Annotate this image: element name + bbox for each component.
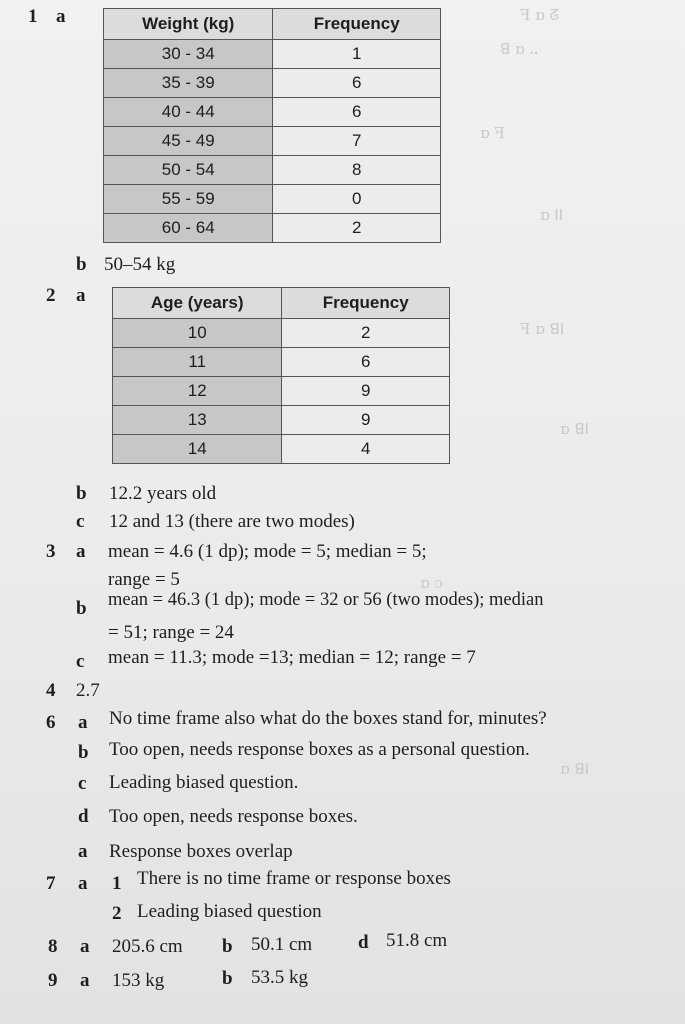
bleed-through-text: ɒ ɔ [420,574,443,592]
table-cell: 35 - 39 [104,69,273,98]
answer-text: There is no time frame or response boxes [137,868,451,889]
weight-frequency-table [103,8,441,243]
part-label: b [76,483,87,504]
part-label: b [222,936,233,957]
answer-text: 50.1 cm [251,934,313,955]
question-number: 6 [46,712,56,733]
bleed-through-text: ꓭ ɒ ꓺ [500,40,539,58]
answer-text: = 51; range = 24 [108,622,234,643]
answer-text: mean = 46.3 (1 dp); mode = 32 or 56 (two modes); median [108,590,544,610]
answer-text: Too open, needs response boxes. [109,806,358,827]
answer-text: 12 and 13 (there are two modes) [109,511,355,532]
table-cell: 60 - 64 [104,214,273,243]
bleed-through-text: ɒ ꓲꓲ [540,206,564,224]
part-label: d [78,806,89,827]
part-label: a [78,712,88,733]
table-cell: 2 [282,319,450,348]
part-label: a [78,841,88,862]
question-number: 8 [48,936,58,957]
bleed-through-text: ɒ ꟻ [480,124,505,142]
table-row [104,40,441,69]
answer-text: Response boxes overlap [109,841,293,862]
table-row [104,69,441,98]
table-cell: 50 - 54 [104,156,273,185]
table-cell: 10 [113,319,282,348]
table-cell: 2 [273,214,441,243]
answer-text: 53.5 kg [251,967,308,988]
table-cell: 6 [273,98,441,127]
sub-item-number: 1 [112,873,122,894]
table-row [113,377,450,406]
part-label: c [76,651,85,672]
table-cell: 9 [282,377,450,406]
question-number: 3 [46,541,56,562]
answer-text: 2.7 [76,680,100,701]
answer-text: 50–54 kg [104,254,176,275]
part-label: b [76,598,87,619]
table-header: Frequency [273,9,441,40]
table-row [104,156,441,185]
table-row [113,406,450,435]
table-cell: 55 - 59 [104,185,273,214]
table-row [104,127,441,156]
part-label: d [358,932,369,953]
question-number: 1 [28,6,38,27]
table-row [104,98,441,127]
part-label: c [78,773,87,794]
table-cell: 9 [282,406,450,435]
part-label: c [76,511,85,532]
table-cell: 14 [113,435,282,464]
answer-text: mean = 4.6 (1 dp); mode = 5; median = 5; [108,541,427,562]
part-label: b [78,742,89,763]
bleed-through-text: ꟻ ɒ ᘔ [520,6,560,24]
answer-text: 12.2 years old [109,483,217,504]
question-number: 2 [46,285,56,306]
table-cell: 30 - 34 [104,40,273,69]
answer-text: 51.8 cm [386,930,448,951]
table-cell: 1 [273,40,441,69]
table-cell: 45 - 49 [104,127,273,156]
answer-text: Too open, needs response boxes as a personal question. [109,739,530,760]
table-header: Weight (kg) [104,9,273,40]
part-label: a [80,936,90,957]
question-number: 9 [48,970,58,991]
table-cell: 7 [273,127,441,156]
table-row [113,348,450,377]
bleed-through-text: ꟻ ɒ ꓭꓲ [520,320,565,338]
question-number: 7 [46,873,56,894]
answer-text: 205.6 cm [112,936,183,957]
table-cell: 12 [113,377,282,406]
table-header: Frequency [282,288,450,319]
answer-text: Leading biased question. [109,772,299,793]
part-label: b [222,968,233,989]
table-row [104,185,441,214]
table-row [104,214,441,243]
table-header-row [104,9,441,40]
table-cell: 8 [273,156,441,185]
table-cell: 13 [113,406,282,435]
answer-text: range = 5 [108,569,180,590]
table-row [113,319,450,348]
table-header: Age (years) [113,288,282,319]
answer-text: mean = 11.3; mode =13; median = 12; range = 7 [108,647,476,668]
part-label: a [56,6,66,27]
bleed-through-text: ɒ ꓭꓲ [560,760,590,778]
part-label: a [76,541,86,562]
table-cell: 40 - 44 [104,98,273,127]
part-label: a [80,970,90,991]
bleed-through-text: ɒ ꓭꓲ [560,420,590,438]
table-cell: 4 [282,435,450,464]
part-label: a [78,873,88,894]
table-row [113,435,450,464]
table-cell: 0 [273,185,441,214]
answer-text: Leading biased question [137,901,322,922]
part-label: a [76,285,86,306]
table-header-row [113,288,450,319]
table-cell: 11 [113,348,282,377]
sub-item-number: 2 [112,903,122,924]
table-cell: 6 [282,348,450,377]
answer-text: No time frame also what do the boxes stand for, minutes? [109,708,547,729]
table-cell: 6 [273,69,441,98]
age-frequency-table [112,287,450,464]
question-number: 4 [46,680,56,701]
answer-text: 153 kg [112,970,165,991]
part-label: b [76,254,87,275]
